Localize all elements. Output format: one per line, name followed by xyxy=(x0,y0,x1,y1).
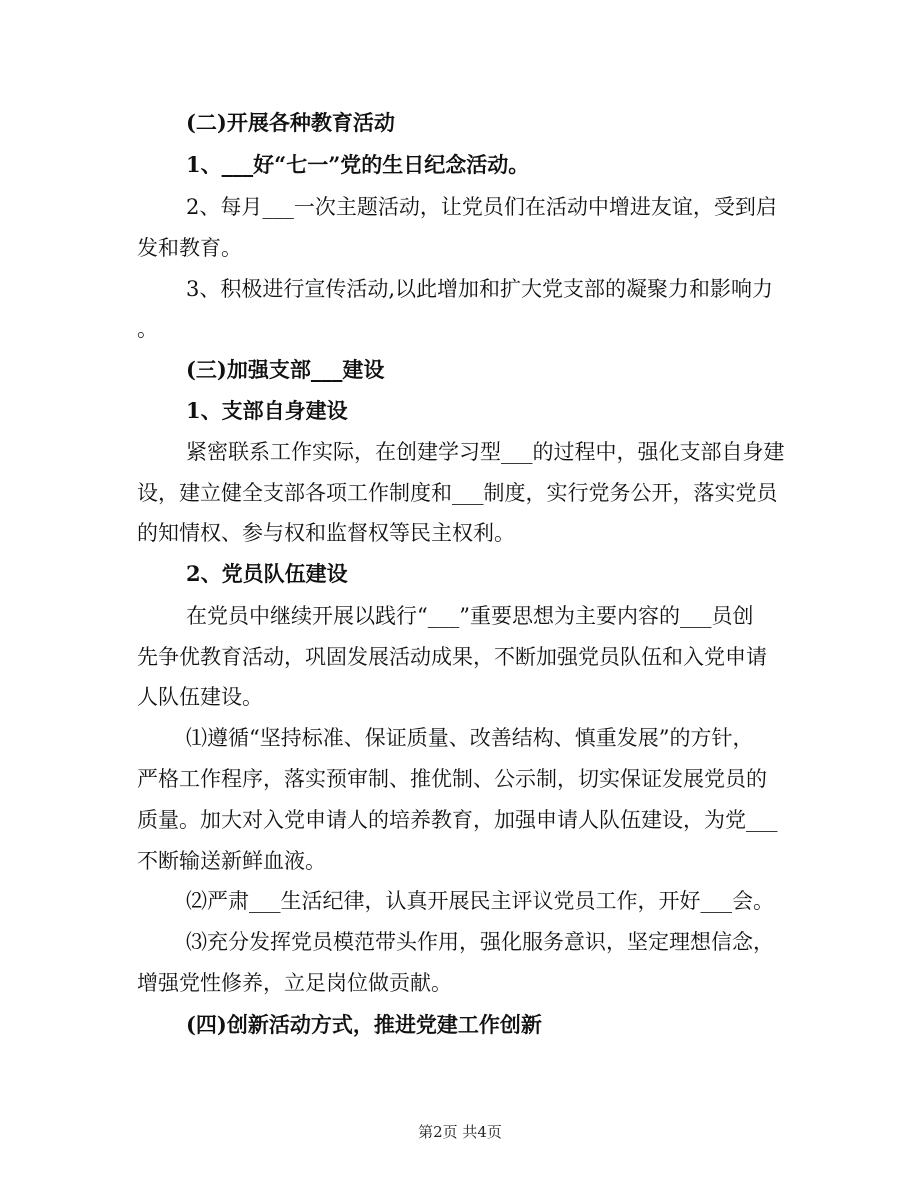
paragraph-line: 紧密联系工作实际，在创建学习型___的过程中，强化支部自身建 xyxy=(186,440,785,464)
page-number-footer: 第2页 共4页 xyxy=(418,1123,502,1141)
paragraph-line: 质量。加大对入党申请人的培养教育，加强申请人队伍建设，为党___ xyxy=(137,808,778,832)
item-heading: 1、支部自身建设 xyxy=(186,398,348,423)
section-heading-2: (二)开展各种教育活动 xyxy=(186,110,395,135)
section-heading-3: (三)加强支部___建设 xyxy=(186,357,385,382)
paragraph-line: ⑵严肃___生活纪律，认真开展民主评议党员工作，开好___会。 xyxy=(186,889,774,913)
paragraph-line: 的知情权、参与权和监督权等民主权利。 xyxy=(137,521,515,545)
paragraph-line: 不断输送新鲜血液。 xyxy=(137,849,326,873)
paragraph-line: 设，建立健全支部各项工作制度和___制度，实行党务公开，落实党员 xyxy=(137,481,778,505)
paragraph-line: ⑶充分发挥党员模范带头作用，强化服务意识，坚定理想信念， xyxy=(186,930,774,954)
paragraph-line: 增强党性修养，立足岗位做贡献。 xyxy=(137,971,452,995)
paragraph-line: 在党员中继续开展以践行“___”重要思想为主要内容的___员创 xyxy=(186,604,754,628)
paragraph-line: ⑴遵循“坚持标准、保证质量、改善结构、慎重发展”的方针， xyxy=(186,726,754,750)
paragraph-line: 人队伍建设。 xyxy=(137,685,263,709)
paragraph-line: 2、每月___一次主题活动，让党员们在活动中增进友谊，受到启 xyxy=(186,195,777,219)
item-heading: 2、党员队伍建设 xyxy=(186,561,348,586)
paragraph-line: 3、积极进行宣传活动,以此增加和扩大党支部的凝聚力和影响力 xyxy=(186,277,774,301)
paragraph-line: 先争优教育活动，巩固发展活动成果，不断加强党员队伍和入党申请 xyxy=(137,645,767,669)
paragraph-line: 。 xyxy=(137,317,158,341)
item-heading: 1、___好“七一”党的生日纪念活动。 xyxy=(186,152,530,177)
section-heading-4: (四)创新活动方式，推进党建工作创新 xyxy=(186,1012,542,1037)
paragraph-line: 严格工作程序，落实预审制、推优制、公示制，切实保证发展党员的 xyxy=(137,767,767,791)
paragraph-line: 发和教育。 xyxy=(137,236,242,260)
